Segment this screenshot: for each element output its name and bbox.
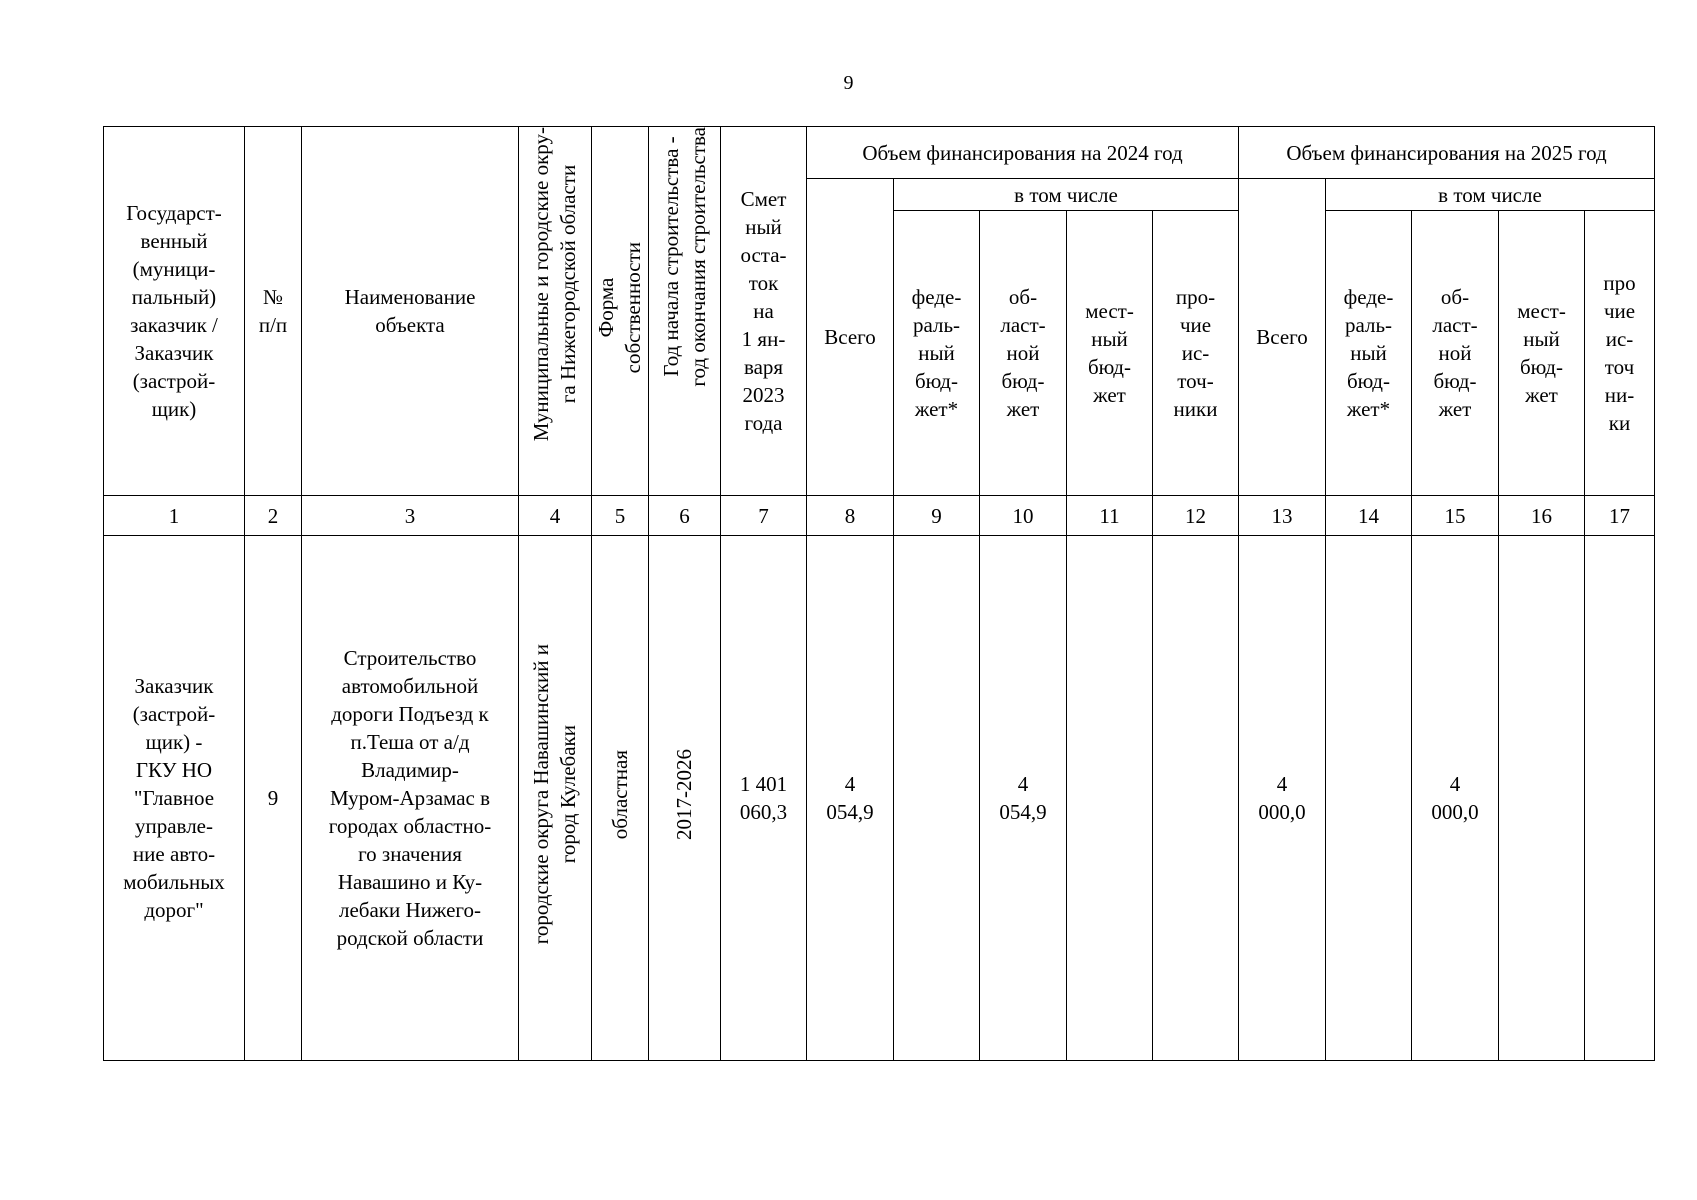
cell-municipality xyxy=(519,536,592,1061)
cell-years-text: 2017-2026 xyxy=(672,749,696,840)
cell-regional-2025 xyxy=(1412,536,1499,1061)
header-customer xyxy=(104,127,245,496)
cell-local-2024 xyxy=(1067,536,1153,1061)
column-number: 16 xyxy=(1499,496,1585,536)
header-regional-2025-text: об- ласт- ной бюд- жет xyxy=(1432,285,1478,421)
cell-estimated-balance xyxy=(721,536,807,1061)
header-including-2024: в том числе xyxy=(894,179,1239,211)
cell-regional-2025-text: 4 000,0 xyxy=(1431,772,1479,824)
header-including-2025: в том числе xyxy=(1326,179,1655,211)
header-federal-2024-text: феде- раль- ный бюд- жет* xyxy=(911,285,962,421)
header-local-2025 xyxy=(1499,211,1585,496)
column-number: 6 xyxy=(649,496,721,536)
header-total-2025: Всего xyxy=(1239,179,1326,496)
column-number: 9 xyxy=(894,496,980,536)
header-years xyxy=(649,127,721,496)
column-number: 13 xyxy=(1239,496,1326,536)
column-number: 14 xyxy=(1326,496,1412,536)
header-regional-2025 xyxy=(1412,211,1499,496)
header-local-2024-text: мест- ный бюд- жет xyxy=(1085,299,1134,407)
cell-federal-2025 xyxy=(1326,536,1412,1061)
header-estimated-balance-text: Смет ный оста- ток на 1 ян- варя 2023 года xyxy=(740,187,787,435)
column-numbers-row xyxy=(104,496,1655,536)
cell-regional-2024-text: 4 054,9 xyxy=(999,772,1047,824)
header-federal-2024 xyxy=(894,211,980,496)
cell-object-name xyxy=(302,536,519,1061)
header-number xyxy=(245,127,302,496)
header-customer-text: Государст- венный (муници- пальный) заказчик / Заказчик (застрой- щик) xyxy=(126,201,222,421)
cell-federal-2024 xyxy=(894,536,980,1061)
cell-customer-text: Заказчик (застрой- щик) - ГКУ НО "Главное управле- ние авто- мобильных дорог" xyxy=(123,674,225,922)
cell-total-2024-text: 4 054,9 xyxy=(826,772,874,824)
header-object-name xyxy=(302,127,519,496)
cell-years xyxy=(649,536,721,1061)
column-number: 10 xyxy=(980,496,1067,536)
column-number: 5 xyxy=(592,496,649,536)
header-federal-2025 xyxy=(1326,211,1412,496)
cell-total-2025 xyxy=(1239,536,1326,1061)
cell-ownership-text: областная xyxy=(607,749,632,840)
header-other-2025 xyxy=(1585,211,1655,496)
cell-total-2024 xyxy=(807,536,894,1061)
cell-local-2025 xyxy=(1499,536,1585,1061)
header-local-2024 xyxy=(1067,211,1153,496)
cell-ownership xyxy=(592,536,649,1061)
header-local-2025-text: мест- ный бюд- жет xyxy=(1517,299,1566,407)
column-number: 7 xyxy=(721,496,807,536)
header-municipality xyxy=(519,127,592,496)
page-number: 9 xyxy=(843,72,854,94)
header-row-groups xyxy=(104,127,1655,179)
header-object-name-text: Наименование объекта xyxy=(344,285,476,337)
header-years-text: Год начала строительства - год окончания строительства xyxy=(658,127,710,387)
column-number: 12 xyxy=(1153,496,1239,536)
table-row xyxy=(104,536,1655,1061)
cell-number: 9 xyxy=(245,536,302,1061)
header-total-2024: Всего xyxy=(807,179,894,496)
cell-other-2025 xyxy=(1585,536,1655,1061)
header-ownership xyxy=(592,127,649,496)
header-ownership-text: Форма собственности xyxy=(594,241,645,374)
header-regional-2024-text: об- ласт- ной бюд- жет xyxy=(1000,285,1046,421)
header-number-text: № п/п xyxy=(258,285,288,337)
header-federal-2025-text: феде- раль- ный бюд- жет* xyxy=(1343,285,1394,421)
cell-regional-2024 xyxy=(980,536,1067,1061)
column-number: 11 xyxy=(1067,496,1153,536)
cell-object-name-text: Строительство автомобильной дороги Подъезд к п.Теша от а/д Владимир- Муром-Арзамас в городах областно- го значения Навашино и Ку- лебаки Нижего- родской области xyxy=(328,646,492,950)
cell-customer xyxy=(104,536,245,1061)
header-other-2025-text: про чие ис- точ ни- ки xyxy=(1603,271,1636,435)
column-number: 2 xyxy=(245,496,302,536)
header-municipality-text: Муниципальные и городские окру- га Нижегородской области xyxy=(529,127,580,442)
header-group-2024: Объем финансирования на 2024 год xyxy=(807,127,1239,179)
header-estimated-balance xyxy=(721,127,807,496)
column-number: 3 xyxy=(302,496,519,536)
column-number: 1 xyxy=(104,496,245,536)
header-other-2024-text: про- чие ис- точ- ники xyxy=(1173,285,1218,421)
financing-table xyxy=(103,126,1655,1061)
cell-municipality-text: городские округа Навашинский и город Кулебаки xyxy=(529,644,580,945)
header-group-2025: Объем финансирования на 2025 год xyxy=(1239,127,1655,179)
column-number: 4 xyxy=(519,496,592,536)
cell-estimated-balance-text: 1 401 060,3 xyxy=(739,772,788,824)
column-number: 15 xyxy=(1412,496,1499,536)
column-number: 8 xyxy=(807,496,894,536)
column-number: 17 xyxy=(1585,496,1655,536)
cell-other-2024 xyxy=(1153,536,1239,1061)
header-other-2024 xyxy=(1153,211,1239,496)
header-regional-2024 xyxy=(980,211,1067,496)
cell-total-2025-text: 4 000,0 xyxy=(1258,772,1306,824)
